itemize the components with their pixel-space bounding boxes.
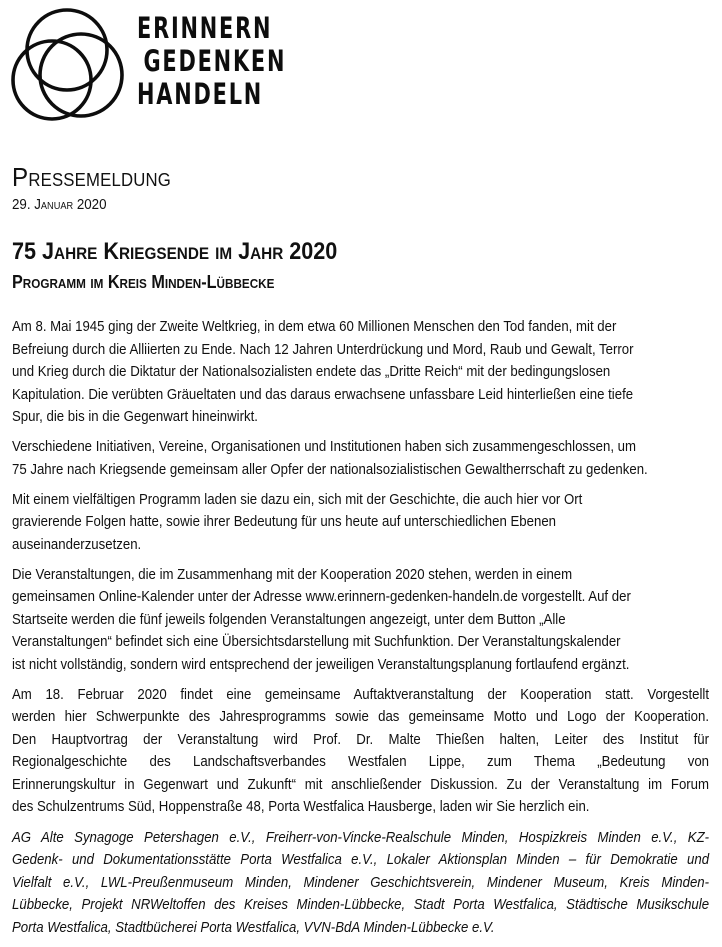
- text-line: Den Hauptvortrag der Veranstaltung wird Prof. Dr. Malte Thießen halten, Leiter des Institut für: [12, 731, 710, 748]
- text-line: Gedenk- und Dokumentationsstätte Porta Westfalica e.V., Lokaler Aktionsplan Minden – für Demokratie und: [12, 852, 710, 868]
- press-release-label: Pressemeldung: [12, 162, 172, 192]
- partner-organizations: [12, 827, 709, 940]
- text-line: 75 Jahre nach Kriegsende gemeinsam aller Opfer der nationalsozialistischen Gewaltherrschaft zu gedenken.: [12, 461, 648, 478]
- paragraph-calendar: [12, 564, 709, 677]
- text-line: Kapitulation. Die verübten Gräueltaten und das daraus erwachsene unfassbare Leid hinterließen eine tiefe: [12, 386, 634, 403]
- text-line-with-website: gemeinsamen Online-Kalender unter der Adresse www.erinnern-gedenken-handeln.de vorgestellt. Auf der: [12, 589, 631, 605]
- paragraph-program: [12, 489, 709, 557]
- text-line: Spur, die bis in die Gegenwart hineinwirkt.: [12, 409, 258, 425]
- logo-wordmark: [137, 12, 286, 111]
- text-line: Verschiedene Initiativen, Vereine, Organisationen und Institutionen haben sich zusammengeschlossen, um: [12, 439, 637, 455]
- text-line: Mit einem vielfältigen Programm laden sie dazu ein, sich mit der Geschichte, die auch hier vor Ort: [12, 491, 583, 508]
- text-line: Lübbecke, Projekt NRWeltoffen des Kreises Minden-Lübbecke, Stadt Porta Westfalica, Städtische Musikschule: [12, 897, 710, 913]
- logo-line-handeln: HANDELN: [137, 77, 264, 111]
- paragraph-kickoff-event: [12, 684, 709, 819]
- text-line: Startseite werden die fünf jeweils folgenden Veranstaltungen angezeigt, unter dem Button „Alle: [12, 611, 566, 628]
- text-line: auseinanderzusetzen.: [12, 536, 142, 553]
- logo-line-erinnern: ERINNERN: [137, 11, 273, 45]
- text-line: Regionalgeschichte des Landschaftsverbandes Westfalen Lippe, zum Thema „Bedeutung von: [12, 754, 710, 770]
- paragraph-initiatives: [12, 436, 709, 481]
- logo-line-gedenken: GEDENKEN: [143, 44, 287, 78]
- body-text: [12, 316, 709, 947]
- text-line: Veranstaltungen“ befindet sich eine Übersichtsdarstellung mit Suchfunktion. Der Veranstaltungskalender: [12, 634, 621, 650]
- text-line: AG Alte Synagoge Petershagen e.V., Freiherr-von-Vincke-Realschule Minden, Hospizkreis Minden e.V., KZ-: [12, 829, 710, 846]
- text-line: Porta Westfalica, Stadtbücherei Porta Westfalica, VVN-BdA Minden-Lübbecke e.V.: [12, 919, 495, 936]
- text-line: Am 18. Februar 2020 findet eine gemeinsame Auftaktveranstaltung der Kooperation statt. Vorgestellt: [12, 686, 710, 703]
- page-title: 75 Jahre Kriegsende im Jahr 2020: [12, 238, 338, 265]
- three-interlocking-rings-icon: [0, 0, 135, 130]
- text-line: Am 8. Mai 1945 ging der Zweite Weltkrieg, in dem etwa 60 Millionen Menschen den Tod fanden, mit der: [12, 319, 617, 335]
- text-line: des Schulzentrums Süd, Hoppenstraße 48, Porta Westfalica Hausberge, laden wir Sie herzlich ein.: [12, 799, 590, 815]
- text-line: gravierende Folgen hatte, sowie ihrer Bedeutung für uns heute auf unterschiedlichen Ebenen: [12, 514, 557, 530]
- text-line: werden hier Schwerpunkte des Jahresprogramms sowie das gemeinsame Motto und Logo der Kooperation.: [12, 709, 710, 725]
- text-line: Vielfalt e.V., LWL-Preußenmuseum Minden, Mindener Geschichtsverein, Mindener Museum, Kreis Minden-: [12, 874, 710, 891]
- logo: [0, 0, 300, 130]
- text-line: Erinnerungskultur in Gegenwart und Zukunft“ mit anschließender Diskussion. Zu der Veranstaltung im Forum: [12, 776, 710, 793]
- press-release-date: 29. Januar 2020: [12, 197, 107, 213]
- page-subtitle: Programm im Kreis Minden-Lübbecke: [12, 272, 275, 292]
- text-line: und Krieg durch die Diktatur der Nationalsozialisten endete das „Dritte Reich“ mit der bedingungslosen: [12, 364, 611, 380]
- paragraph-intro: [12, 316, 709, 429]
- text-line: Befreiung durch die Alliierten zu Ende. Nach 12 Jahren Unterdrückung und Mord, Raub und Gewalt, Terror: [12, 341, 634, 358]
- text-line: Die Veranstaltungen, die im Zusammenhang mit der Kooperation 2020 stehen, werden in einem: [12, 566, 573, 583]
- text-line: ist nicht vollständig, sondern wird entsprechend der jeweiligen Veranstaltungsplanung fortlaufend ergänzt.: [12, 656, 630, 673]
